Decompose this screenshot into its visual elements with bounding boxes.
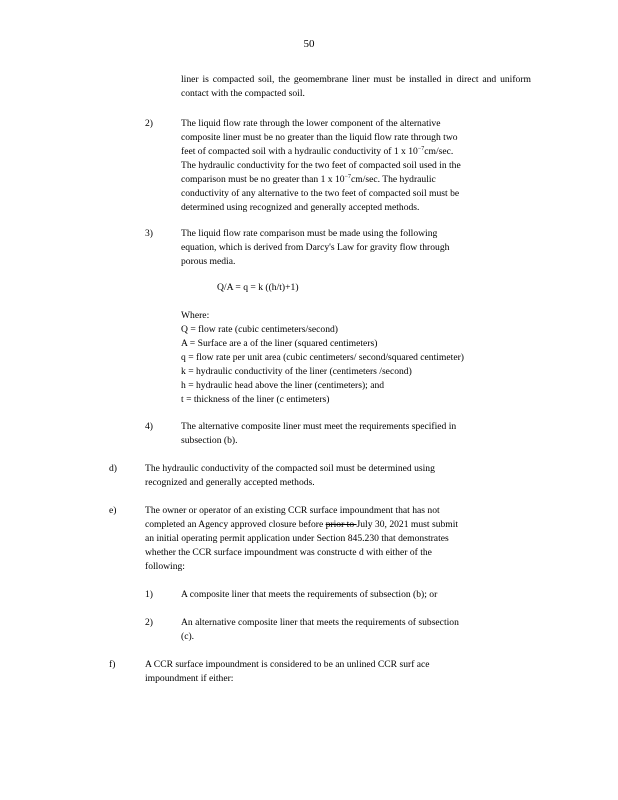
section-e-sub-1-label: 1): [145, 589, 153, 600]
exponent: −7: [344, 174, 351, 180]
definition-line: k = hydraulic conductivity of the liner (centimeters /second): [181, 366, 412, 377]
item-4-label: 4): [145, 421, 153, 432]
section-e-paragraph: [145, 504, 535, 574]
item-4-line: The alternative composite liner must meet the requirements specified in: [181, 421, 457, 432]
section-e-sub-2-text: An alternative composite liner that meets the requirements of subsection (c).: [181, 617, 459, 642]
exponent: −7: [417, 146, 425, 152]
item-2-label: 2): [145, 118, 153, 129]
definition-line: q = flow rate per unit area (cubic centimeters/ second/squared centimeter): [181, 352, 464, 363]
section-d-line: The hydraulic conductivity of the compacted soil must be determined using: [145, 463, 435, 474]
item-2-line: conductivity of any alternative to the two feet of compacted soil must be: [181, 188, 460, 199]
section-e-label: e): [109, 505, 117, 516]
section-e-line: completed an Agency approved closure before prior to July 30, 2021 must submit: [145, 519, 459, 530]
item-3-paragraph: [181, 227, 531, 269]
struck-text: prior to: [325, 519, 357, 530]
section-f-paragraph: [145, 658, 515, 686]
section-d-paragraph: [145, 462, 515, 490]
definition-line: h = hydraulic head above the liner (centimeters); and: [181, 380, 385, 391]
section-f-line: impoundment if either:: [145, 673, 234, 684]
item-2-paragraph: [181, 117, 531, 215]
definition-line: Q = flow rate (cubic centimeters/second): [181, 324, 338, 335]
definition-line: A = Surface are a of the liner (squared centimeters): [181, 338, 378, 349]
section-f-label: f): [109, 659, 116, 670]
item-2-line: comparison must be no greater than 1 x $10^{-7}cm/\sec$. The hydraulic: [181, 174, 436, 185]
where-definitions: [181, 309, 541, 407]
section-e-line: The owner or operator of an existing CCR surface impoundment that has not: [145, 505, 440, 516]
section-f-line: A CCR surface impoundment is considered to be an unlined CCR surf ace: [145, 659, 430, 670]
section-d-label: d): [109, 463, 117, 474]
item-2-line: determined using recognized and generally accepted methods.: [181, 202, 420, 213]
section-e-line: following:: [145, 561, 185, 572]
item-2-line: The hydraulic conductivity for the two feet of compacted soil used in the: [181, 160, 461, 171]
darcy-equation: Q/A = q = k ((h/t)+1): [217, 282, 299, 293]
definition-line: t = thickness of the liner (c entimeters): [181, 394, 330, 405]
page-number: 50: [303, 38, 315, 50]
section-e-sub-2-label: 2): [145, 617, 153, 628]
item-4-line: subsection (b).: [181, 435, 238, 446]
item-3-label: 3): [145, 228, 153, 239]
section-e-line: whether the CCR surface impoundment was constructe d with either of the: [145, 547, 432, 558]
item-4-paragraph: [181, 420, 531, 448]
section-e-sub-1-text: A composite liner that meets the requirements of subsection (b); or: [181, 589, 438, 600]
intro-paragraph: liner is compacted soil, the geomembrane liner must be installed in direct and uniform contact with the compacted soil.: [181, 74, 531, 99]
item-2-line: composite liner must be no greater than the liquid flow rate through two: [181, 132, 458, 143]
item-3-line: The liquid flow rate comparison must be made using the following: [181, 228, 438, 239]
item-3-line: porous media.: [181, 256, 236, 267]
item-3-line: equation, which is derived from Darcy's Law for gravity flow through: [181, 242, 450, 253]
item-2-line: feet of compacted soil with a hydraulic conductivity of 1 x $10^{-7}cm/\sec$.: [181, 146, 454, 157]
where-label: Where:: [181, 310, 210, 321]
item-2-line: The liquid flow rate through the lower component of the alternative: [181, 118, 441, 129]
section-e-line: an initial operating permit application under Section 845.230 that demonstrates: [145, 533, 449, 544]
section-d-line: recognized and generally accepted methods.: [145, 477, 315, 488]
